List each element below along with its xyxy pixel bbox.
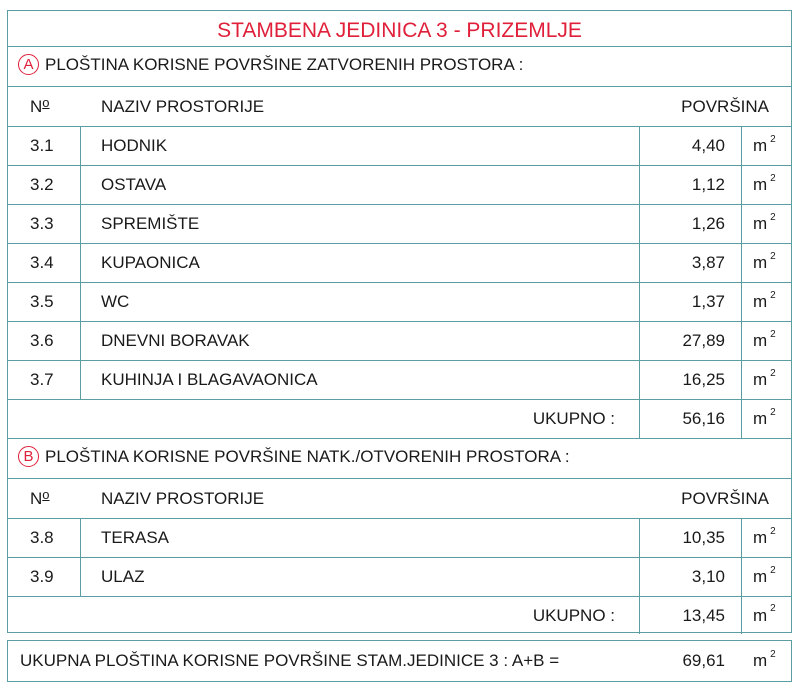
section-b-heading-row (8, 439, 791, 479)
room-name: KUPAONICA (101, 253, 200, 272)
unit-label: m $^2$ (753, 250, 776, 272)
room-area: 1,26 (691, 214, 725, 233)
room-area: 3,87 (691, 253, 725, 272)
table-row (8, 519, 791, 558)
section-a-total: 56,16 (682, 409, 725, 428)
room-name: HODNIK (101, 136, 168, 155)
grand-total-value: 69,61 (682, 651, 725, 670)
page-title: STAMBENA JEDINICA 3 - PRIZEMLJE (217, 19, 582, 42)
total-label: UKUPNO : (532, 409, 615, 428)
unit-label: m $^2$ (753, 525, 776, 547)
room-number: 3.7 (30, 370, 54, 389)
room-area: 10,35 (682, 528, 725, 547)
room-number: 3.8 (30, 528, 54, 547)
unit-label: m $^2$ (753, 328, 776, 350)
room-number: 3.5 (30, 292, 54, 311)
room-area: 27,89 (682, 331, 725, 350)
table-row (8, 166, 791, 205)
table-row (8, 283, 791, 322)
room-name: DNEVNI BORAVAK (101, 331, 250, 350)
header-number: N o (30, 487, 50, 508)
room-number: 3.2 (30, 175, 54, 194)
room-number: 3.6 (30, 331, 54, 350)
table-row (8, 205, 791, 244)
unit-label: m $^2$ (753, 133, 776, 155)
table-row (8, 361, 791, 400)
section-a-heading (18, 54, 523, 75)
header-area: POVRŠINA (681, 488, 769, 508)
unit-label: m $^2$ (753, 648, 776, 670)
room-name: TERASA (101, 528, 170, 547)
room-area: 4,40 (691, 136, 725, 155)
grand-total-box (7, 640, 792, 682)
unit-label: m $^2$ (753, 603, 776, 625)
room-name: SPREMIŠTE (101, 214, 200, 233)
total-label: UKUPNO : (532, 605, 615, 625)
header-number: N o (30, 95, 50, 116)
room-area: 16,25 (682, 370, 725, 389)
room-name: ULAZ (101, 567, 145, 586)
section-b-title: PLOŠTINA KORISNE POVRŠINE NATK./OTVORENIH PROSTORA : (45, 446, 570, 466)
title-row (8, 11, 791, 47)
section-a-title: PLOŠTINA KORISNE POVRŠINE ZATVORENIH PROSTORA : (45, 54, 524, 74)
room-number: 3.9 (30, 567, 54, 586)
section-b-header-row (8, 479, 791, 519)
room-area: 1,12 (691, 175, 725, 194)
header-area: POVRŠINA (681, 96, 769, 116)
section-a-marker: A (18, 54, 39, 75)
table-row (8, 558, 791, 597)
room-area: 3,10 (691, 567, 725, 586)
unit-label: m $^2$ (753, 172, 776, 194)
room-area: 1,37 (691, 292, 725, 311)
section-b-marker: B (18, 446, 39, 467)
table-row (8, 244, 791, 283)
area-table (7, 10, 792, 633)
header-room-name: NAZIV PROSTORIJE (101, 488, 265, 508)
section-a-header-row (8, 87, 791, 127)
unit-label: m $^2$ (753, 564, 776, 586)
unit-label: m $^2$ (753, 211, 776, 233)
section-a-heading-row (8, 47, 791, 87)
room-name: KUHINJA I BLAGAVAONICA (101, 370, 318, 389)
room-number: 3.3 (30, 214, 54, 233)
table-row (8, 322, 791, 361)
room-number: 3.1 (30, 136, 54, 155)
room-number: 3.4 (30, 253, 54, 272)
room-name: OSTAVA (101, 175, 167, 194)
unit-label: m $^2$ (753, 289, 776, 311)
header-room-name: NAZIV PROSTORIJE (101, 96, 265, 116)
unit-label: m $^2$ (753, 367, 776, 389)
table-row (8, 127, 791, 166)
section-b-total-row (8, 597, 791, 634)
grand-total-label: UKUPNA PLOŠTINA KORISNE POVRŠINE STAM.JEDINICE 3 : A+B = (20, 651, 560, 670)
section-a-total-row (8, 400, 791, 439)
room-name: WC (101, 292, 130, 311)
section-b-total: 13,45 (682, 605, 725, 625)
section-b-heading (18, 446, 570, 467)
unit-label: m $^2$ (753, 406, 776, 428)
